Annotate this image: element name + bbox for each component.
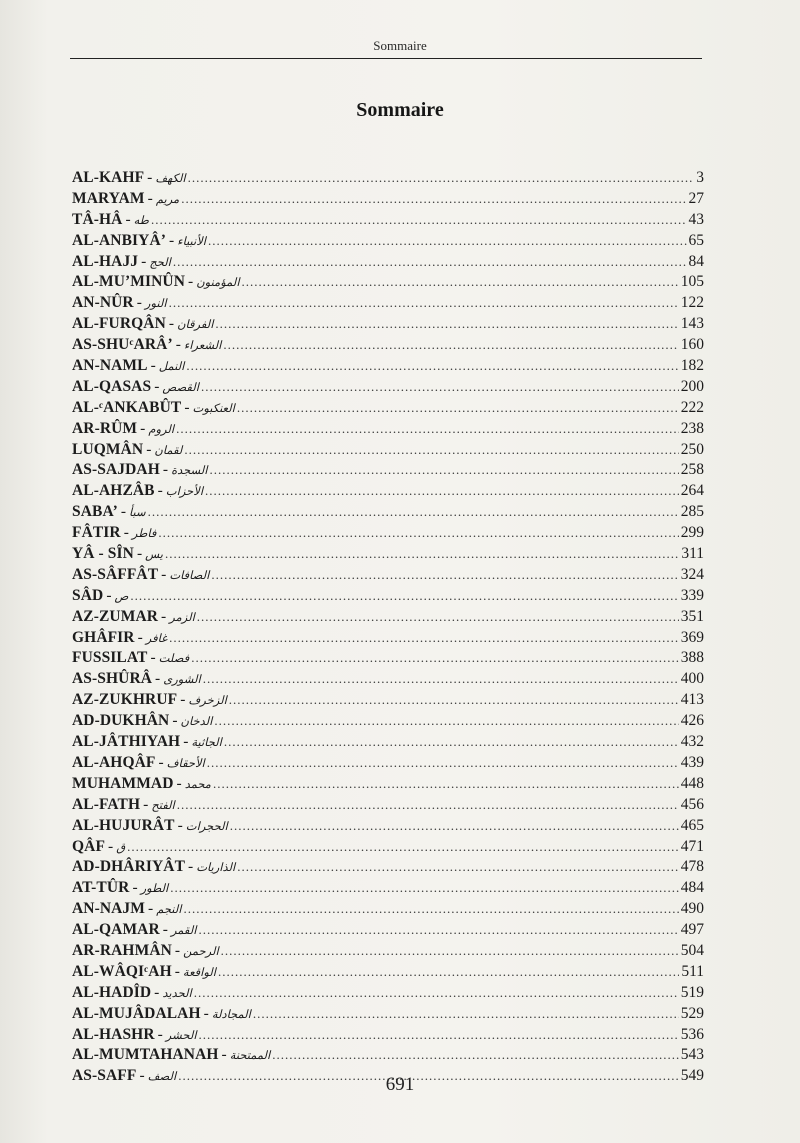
- name-separator: -: [106, 586, 112, 604]
- dot-leader: [194, 983, 679, 1004]
- toc-entry: [72, 920, 704, 941]
- surah-arabic-name: القصص: [162, 379, 199, 394]
- surah-name: AL-WÂQIᶜAH: [72, 962, 172, 980]
- toc-entry: [72, 1025, 704, 1046]
- surah-name: AL-HAJJ: [72, 252, 139, 270]
- toc-page-number: 222: [680, 398, 704, 416]
- surah-arabic-name: الصافات: [169, 567, 210, 582]
- dot-leader: [224, 732, 679, 753]
- surah-name: AL-QASAS: [72, 377, 152, 395]
- surah-name: AL-MUMTAHANAH: [72, 1046, 219, 1064]
- toc-page-number: 122: [680, 294, 704, 312]
- toc-entry: [72, 293, 704, 314]
- name-separator: -: [184, 398, 190, 416]
- name-separator: -: [136, 545, 143, 563]
- surah-name: AL-AHQÂF: [72, 753, 156, 771]
- toc-entry: [72, 899, 704, 920]
- toc-page-number: 543: [680, 1046, 704, 1064]
- name-separator: -: [180, 691, 186, 709]
- toc-entry: [72, 168, 704, 189]
- dot-leader: [184, 440, 678, 461]
- name-separator: -: [161, 565, 167, 583]
- toc-entry: [72, 1004, 704, 1025]
- toc-page-number: 549: [680, 1067, 704, 1085]
- surah-name: SABA’: [72, 503, 118, 521]
- toc-page-number: 400: [680, 670, 704, 688]
- surah-arabic-name: محمد: [184, 776, 211, 791]
- toc-page-number: 413: [680, 691, 704, 709]
- dot-leader: [177, 795, 679, 816]
- surah-name: AL-HUJURÂT: [72, 816, 175, 834]
- toc-entry: [72, 189, 704, 210]
- surah-arabic-name: الحديد: [162, 985, 192, 1000]
- name-separator: -: [157, 1025, 163, 1043]
- toc-entry: [72, 586, 704, 607]
- name-separator: -: [136, 294, 142, 312]
- surah-arabic-name: الأحزاب: [165, 484, 204, 499]
- dot-leader: [169, 628, 679, 649]
- toc-entry: [72, 753, 704, 774]
- toc-page-number: 439: [680, 753, 704, 771]
- surah-arabic-name: غافر: [145, 630, 168, 645]
- surah-name: AS-SHUᶜARÂ’: [72, 336, 173, 354]
- dot-leader: [272, 1045, 679, 1066]
- surah-arabic-name: الكهف: [155, 171, 186, 185]
- toc-page-number: 490: [680, 900, 704, 918]
- name-separator: -: [188, 858, 194, 876]
- surah-arabic-name: الممتحنة: [229, 1048, 271, 1063]
- dot-leader: [237, 857, 679, 878]
- name-separator: -: [157, 482, 163, 500]
- toc-entry: [72, 377, 704, 398]
- name-separator: -: [154, 377, 160, 395]
- name-separator: -: [168, 315, 175, 333]
- name-separator: -: [183, 733, 189, 751]
- dot-leader: [211, 565, 678, 586]
- toc-page-number: 84: [688, 252, 704, 270]
- surah-name: AS-SAFF: [72, 1067, 137, 1085]
- dot-leader: [130, 586, 678, 607]
- dot-leader: [208, 231, 687, 252]
- toc-page-number: 511: [681, 962, 704, 980]
- surah-name: AZ-ZUKHRUF: [72, 691, 178, 709]
- toc-entry: [72, 502, 704, 523]
- surah-name: AL-JÂTHIYAH: [72, 733, 181, 751]
- toc-entry: [72, 210, 704, 231]
- toc-entry: [72, 523, 704, 544]
- toc-page-number: 182: [680, 357, 704, 375]
- surah-arabic-name: النمل: [158, 359, 185, 374]
- toc-entry: [72, 440, 704, 461]
- dot-leader: [230, 816, 679, 837]
- name-separator: -: [140, 419, 146, 437]
- surah-name: QÂF: [72, 837, 106, 855]
- dot-leader: [253, 1004, 679, 1025]
- toc-entry: [72, 481, 704, 502]
- surah-name: AL-MU’MINÛN: [72, 273, 186, 291]
- toc-entry: [72, 272, 704, 293]
- surah-name: AL-AHZÂB: [72, 482, 155, 500]
- toc-page-number: 388: [680, 649, 704, 667]
- surah-arabic-name: الطور: [140, 881, 169, 896]
- toc-entry: [72, 941, 704, 962]
- dot-leader: [203, 669, 679, 690]
- dot-leader: [165, 544, 679, 565]
- toc-entry: [72, 837, 704, 858]
- toc-page-number: 324: [680, 565, 704, 583]
- dot-leader: [218, 962, 679, 983]
- toc-page-number: 285: [680, 503, 704, 521]
- toc-page-number: 65: [688, 231, 704, 249]
- toc-page-number: 105: [680, 273, 704, 291]
- toc-page-number: 143: [680, 315, 704, 333]
- surah-arabic-name: النور: [144, 296, 167, 311]
- toc-page-number: 432: [680, 733, 704, 751]
- surah-name: AL-KAHF: [72, 169, 145, 186]
- surah-arabic-name: لقمان: [154, 442, 183, 457]
- name-separator: -: [175, 336, 181, 354]
- toc-page-number: 471: [680, 837, 704, 855]
- dot-leader: [169, 293, 679, 314]
- surah-arabic-name: الرحمن: [183, 943, 219, 958]
- surah-arabic-name: سبأ: [129, 505, 146, 520]
- name-separator: -: [137, 628, 143, 646]
- dot-leader: [210, 460, 679, 481]
- toc-entry: [72, 1045, 704, 1066]
- toc-page-number: 43: [688, 210, 704, 228]
- dot-leader: [188, 168, 695, 189]
- surah-arabic-name: فصلت: [158, 651, 190, 666]
- toc-page-number: 369: [680, 628, 704, 646]
- toc-page-number: 465: [680, 816, 704, 834]
- dot-leader: [205, 481, 679, 502]
- toc-page-number: 478: [680, 858, 704, 876]
- dot-leader: [207, 753, 679, 774]
- name-separator: -: [120, 503, 127, 521]
- name-separator: -: [221, 1046, 227, 1064]
- dot-leader: [158, 523, 678, 544]
- name-separator: -: [147, 169, 153, 186]
- toc-entry: [72, 732, 704, 753]
- dot-leader: [214, 711, 678, 732]
- surah-arabic-name: الواقعة: [182, 964, 216, 979]
- toc-page-number: 519: [680, 983, 704, 1001]
- toc-page-number: 299: [680, 524, 704, 542]
- dot-leader: [237, 398, 679, 419]
- surah-name: LUQMÂN: [72, 440, 144, 458]
- surah-arabic-name: الفرقان: [177, 317, 214, 332]
- dot-leader: [197, 607, 679, 628]
- toc-entry: [72, 356, 704, 377]
- toc-entry: [72, 669, 704, 690]
- dot-leader: [186, 356, 678, 377]
- page-title: Sommaire: [356, 99, 444, 121]
- dot-leader: [173, 252, 687, 273]
- toc-page-number: 497: [680, 921, 704, 939]
- name-separator: -: [143, 795, 149, 813]
- dot-leader: [127, 837, 679, 858]
- surah-name: FUSSILAT: [72, 649, 148, 667]
- toc-entry: [72, 231, 704, 252]
- toc-entry: [72, 628, 704, 649]
- surah-arabic-name: فاطر: [131, 526, 157, 541]
- name-separator: -: [174, 941, 181, 959]
- surah-arabic-name: الدخان: [180, 714, 213, 729]
- dot-leader: [215, 314, 678, 335]
- surah-name: AL-FURQÂN: [72, 315, 166, 333]
- surah-name: AS-SHÛRÂ: [72, 670, 153, 688]
- toc-page-number: 311: [681, 545, 704, 563]
- surah-arabic-name: الزمر: [169, 609, 195, 624]
- dot-leader: [229, 690, 679, 711]
- surah-name: AL-HADÎD: [72, 983, 152, 1001]
- name-separator: -: [177, 816, 183, 834]
- surah-name: MUHAMMAD: [72, 774, 174, 792]
- toc-entry: [72, 398, 704, 419]
- surah-name: AL-ANBIYÂ’: [72, 231, 166, 249]
- name-separator: -: [188, 273, 194, 291]
- name-separator: -: [176, 774, 182, 792]
- toc-page-number: 484: [680, 879, 704, 897]
- name-separator: -: [123, 524, 129, 542]
- surah-arabic-name: الحشر: [165, 1027, 197, 1042]
- dot-leader: [221, 941, 679, 962]
- dot-leader: [213, 774, 679, 795]
- dot-leader: [183, 899, 678, 920]
- dot-leader: [151, 210, 687, 231]
- surah-arabic-name: الأحقاف: [166, 755, 205, 770]
- toc-entry: [72, 607, 704, 628]
- surah-name: AN-NAML: [72, 357, 148, 375]
- toc-page-number: 3: [696, 169, 704, 186]
- surah-name: AR-RAHMÂN: [72, 941, 172, 959]
- toc-entry: [72, 252, 704, 273]
- toc-entry: [72, 962, 704, 983]
- dot-leader: [148, 502, 679, 523]
- toc-entry: [72, 460, 704, 481]
- name-separator: -: [132, 879, 138, 897]
- toc-entry: [72, 878, 704, 899]
- name-separator: -: [150, 357, 156, 375]
- surah-name: FÂTIR: [72, 524, 121, 542]
- surah-arabic-name: الشورى: [163, 672, 201, 687]
- surah-name: SÂD: [72, 586, 104, 604]
- surah-name: AL-HASHR: [72, 1025, 155, 1043]
- dot-leader: [198, 920, 678, 941]
- surah-name: AN-NÛR: [72, 294, 134, 312]
- surah-name: AR-RÛM: [72, 419, 138, 437]
- name-separator: -: [174, 962, 180, 980]
- surah-arabic-name: الشعراء: [183, 338, 222, 353]
- toc-entry: [72, 795, 704, 816]
- surah-name: TÂ-HÂ: [72, 210, 123, 228]
- toc-page-number: 351: [680, 607, 704, 625]
- running-head: Sommaire: [373, 38, 427, 53]
- toc-page-number: 27: [688, 189, 704, 207]
- surah-name: AL-FATH: [72, 795, 141, 813]
- dot-leader: [201, 377, 679, 398]
- toc-entry: [72, 711, 704, 732]
- toc-page-number: 258: [680, 461, 704, 479]
- surah-name: AS-SAJDAH: [72, 461, 160, 479]
- name-separator: -: [155, 670, 161, 688]
- surah-arabic-name: المؤمنون: [196, 275, 240, 290]
- name-separator: -: [161, 607, 167, 625]
- surah-arabic-name: الفتح: [151, 797, 175, 812]
- surah-name: AZ-ZUMAR: [72, 607, 159, 625]
- dot-leader: [181, 189, 686, 210]
- surah-arabic-name: ق: [116, 839, 126, 854]
- toc-page-number: 200: [680, 377, 704, 395]
- dot-leader: [176, 419, 679, 440]
- name-separator: -: [172, 712, 178, 730]
- name-separator: -: [146, 440, 152, 458]
- surah-arabic-name: السجدة: [171, 463, 208, 478]
- surah-arabic-name: الذاريات: [196, 860, 236, 875]
- toc-page-number: 160: [680, 336, 704, 354]
- name-separator: -: [203, 1004, 209, 1022]
- toc-entry: [72, 314, 704, 335]
- name-separator: -: [169, 231, 175, 249]
- surah-name: MARYAM: [72, 189, 145, 207]
- toc-page-number: 264: [680, 482, 704, 500]
- toc-page-number: 426: [680, 712, 704, 730]
- dot-leader: [242, 272, 679, 293]
- name-separator: -: [162, 921, 168, 939]
- toc-page-number: 456: [680, 795, 704, 813]
- toc-page-number: 536: [680, 1025, 704, 1043]
- surah-arabic-name: مريم: [155, 191, 180, 206]
- surah-name: AT-TÛR: [72, 879, 130, 897]
- surah-name: AL-QAMAR: [72, 921, 160, 939]
- toc-entry: [72, 648, 704, 669]
- toc-page-number: 529: [680, 1004, 704, 1022]
- surah-arabic-name: المجادلة: [211, 1006, 251, 1021]
- toc-entry: [72, 774, 704, 795]
- name-separator: -: [139, 1067, 145, 1085]
- surah-arabic-name: الجاثية: [191, 735, 222, 750]
- surah-name: AL-MUJÂDALAH: [72, 1004, 201, 1022]
- name-separator: -: [148, 900, 154, 918]
- surah-name: GHÂFIR: [72, 628, 135, 646]
- toc-entry: [72, 983, 704, 1004]
- surah-name: AD-DUKHÂN: [72, 712, 170, 730]
- surah-name: AL-ᶜANKABÛT: [72, 398, 182, 416]
- toc-entry: [72, 544, 704, 565]
- name-separator: -: [108, 837, 114, 855]
- page-number: 691: [385, 1074, 415, 1095]
- toc-entry: [72, 857, 704, 878]
- surah-arabic-name: الروم: [148, 421, 175, 436]
- toc-entry: [72, 565, 704, 586]
- surah-arabic-name: يس: [145, 547, 163, 562]
- surah-arabic-name: الزخرف: [188, 693, 227, 708]
- toc-entry: [72, 690, 704, 711]
- table-of-contents: [72, 168, 704, 1087]
- surah-arabic-name: ص: [114, 588, 129, 603]
- header-rule: [70, 58, 702, 59]
- toc-page-number: 448: [680, 774, 704, 792]
- toc-page-number: 339: [680, 586, 704, 604]
- surah-name: YÂ - SÎN: [72, 545, 134, 563]
- toc-entry: [72, 419, 704, 440]
- name-separator: -: [154, 983, 160, 1001]
- dot-leader: [191, 648, 679, 669]
- surah-arabic-name: الصف: [147, 1069, 177, 1084]
- toc-page-number: 238: [680, 419, 704, 437]
- surah-name: AD-DHÂRIYÂT: [72, 858, 186, 876]
- toc-entry: [72, 816, 704, 837]
- surah-name: AN-NAJM: [72, 900, 146, 918]
- surah-name: AS-SÂFFÂT: [72, 565, 159, 583]
- toc-page-number: 504: [680, 941, 704, 959]
- name-separator: -: [141, 252, 147, 270]
- surah-arabic-name: العنكبوت: [192, 400, 235, 415]
- dot-leader: [170, 878, 678, 899]
- name-separator: -: [125, 210, 131, 228]
- surah-arabic-name: الحج: [149, 254, 171, 269]
- toc-page-number: 250: [680, 440, 704, 458]
- dot-leader: [199, 1025, 679, 1046]
- name-separator: -: [150, 649, 156, 667]
- surah-arabic-name: الأنبياء: [177, 233, 206, 248]
- name-separator: -: [147, 189, 153, 207]
- toc-entry: [72, 335, 704, 356]
- name-separator: -: [158, 753, 164, 771]
- name-separator: -: [162, 461, 169, 479]
- dot-leader: [223, 335, 678, 356]
- surah-arabic-name: النجم: [156, 902, 182, 917]
- surah-arabic-name: طه: [133, 212, 149, 227]
- surah-arabic-name: الحجرات: [185, 818, 228, 833]
- surah-arabic-name: القمر: [170, 923, 197, 938]
